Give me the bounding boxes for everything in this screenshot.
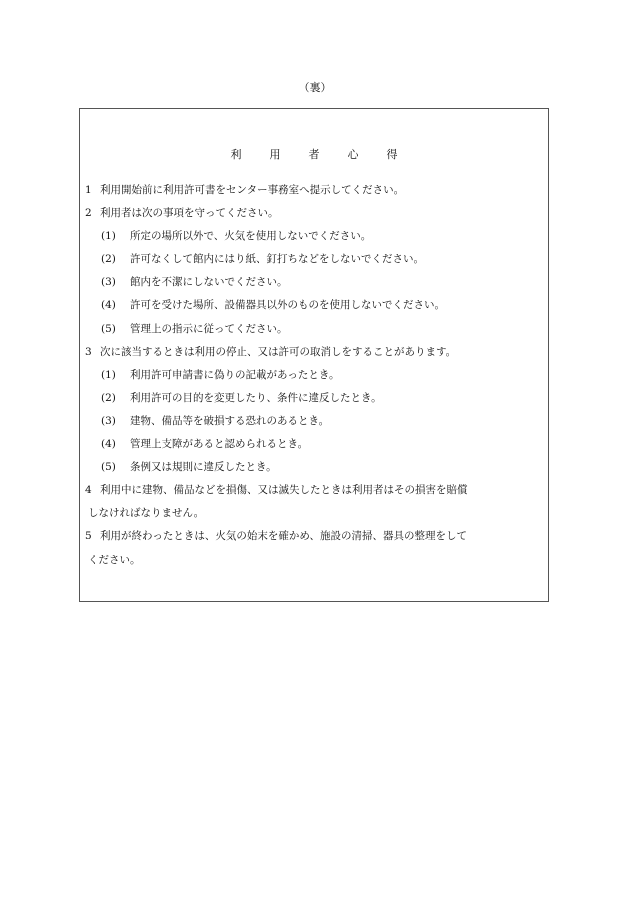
item-text: 利用開始前に利用許可書をセンター事務室へ提示してください。: [100, 184, 405, 196]
subitem-number: (1): [101, 368, 116, 381]
subitem-text: 条例又は規則に違反したとき。: [130, 461, 277, 474]
title-char: 心: [347, 148, 359, 161]
guideline-item-5: [85, 525, 544, 548]
guideline-subitem-3-3: [85, 410, 544, 433]
subitem-number: (2): [101, 253, 116, 266]
subitem-text: 館内を不潔にしないでください。: [130, 276, 288, 289]
subitem-number: (3): [101, 414, 116, 427]
guideline-subitem-2-2: [85, 248, 544, 271]
subitem-text: 管理上支障があると認められるとき。: [130, 438, 309, 451]
item-text: 利用者は次の事項を守ってください。: [100, 207, 279, 220]
guideline-item-1: [85, 179, 544, 202]
item-text: しなければなりません。: [88, 507, 205, 520]
guideline-subitem-3-2: [85, 387, 544, 410]
item-number: 3: [85, 345, 92, 358]
guideline-subitem-2-1: [85, 225, 544, 248]
title-char: 利: [230, 148, 242, 161]
subitem-text: 許可を受けた場所、設備器具以外のものを使用しないでください。: [130, 299, 445, 312]
guidelines-title: [80, 147, 548, 163]
item-text: 利用が終わったときは、火気の始末を確かめ、施設の清掃、器具の整理をして: [100, 530, 467, 543]
title-char: 者: [308, 148, 320, 161]
subitem-number: (2): [101, 391, 116, 404]
item-number: 2: [85, 207, 92, 220]
guideline-item-4: [85, 479, 544, 502]
user-guidelines-box: [79, 108, 549, 602]
title-char: 得: [386, 148, 398, 161]
subitem-text: 利用許可申請書に偽りの記載があったとき。: [130, 368, 340, 381]
item-number: 5: [85, 530, 92, 543]
item-number: 1: [85, 184, 92, 196]
subitem-text: 所定の場所以外で、火気を使用しないでください。: [130, 230, 372, 243]
guideline-subitem-3-4: [85, 433, 544, 456]
item-number: 4: [85, 484, 92, 497]
guideline-subitem-3-1: [85, 364, 544, 387]
subitem-text: 管理上の指示に従ってください。: [130, 322, 288, 335]
guideline-subitem-3-5: [85, 456, 544, 479]
guideline-item-3: [85, 341, 544, 364]
guideline-item-2: [85, 202, 544, 225]
guideline-item-4-continuation: [85, 502, 544, 525]
item-text: ください。: [88, 553, 141, 566]
subitem-number: (3): [101, 276, 116, 289]
subitem-number: (1): [101, 230, 116, 243]
subitem-text: 利用許可の目的を変更したり、条件に違反したとき。: [130, 391, 382, 404]
title-char: 用: [269, 148, 281, 161]
subitem-number: (4): [101, 438, 116, 451]
item-text: 利用中に建物、備品などを損傷、又は滅失したときは利用者はその損害を賠償: [100, 484, 468, 497]
guideline-subitem-2-4: [85, 294, 544, 317]
guideline-subitem-2-3: [85, 271, 544, 294]
guideline-item-5-continuation: [85, 549, 544, 572]
guidelines-list: [85, 179, 544, 572]
guideline-subitem-2-5: [85, 318, 544, 341]
item-text: 次に該当するときは利用の停止、又は許可の取消しをすることがあります。: [100, 345, 457, 358]
subitem-text: 建物、備品等を破損する恐れのあるとき。: [130, 414, 330, 427]
subitem-text: 許可なくして館内にはり紙、釘打ちなどをしないでください。: [130, 253, 424, 266]
subitem-number: (5): [101, 461, 116, 474]
subitem-number: (4): [101, 299, 116, 312]
subitem-number: (5): [101, 322, 116, 335]
page-side-label: （裏）: [298, 81, 332, 94]
